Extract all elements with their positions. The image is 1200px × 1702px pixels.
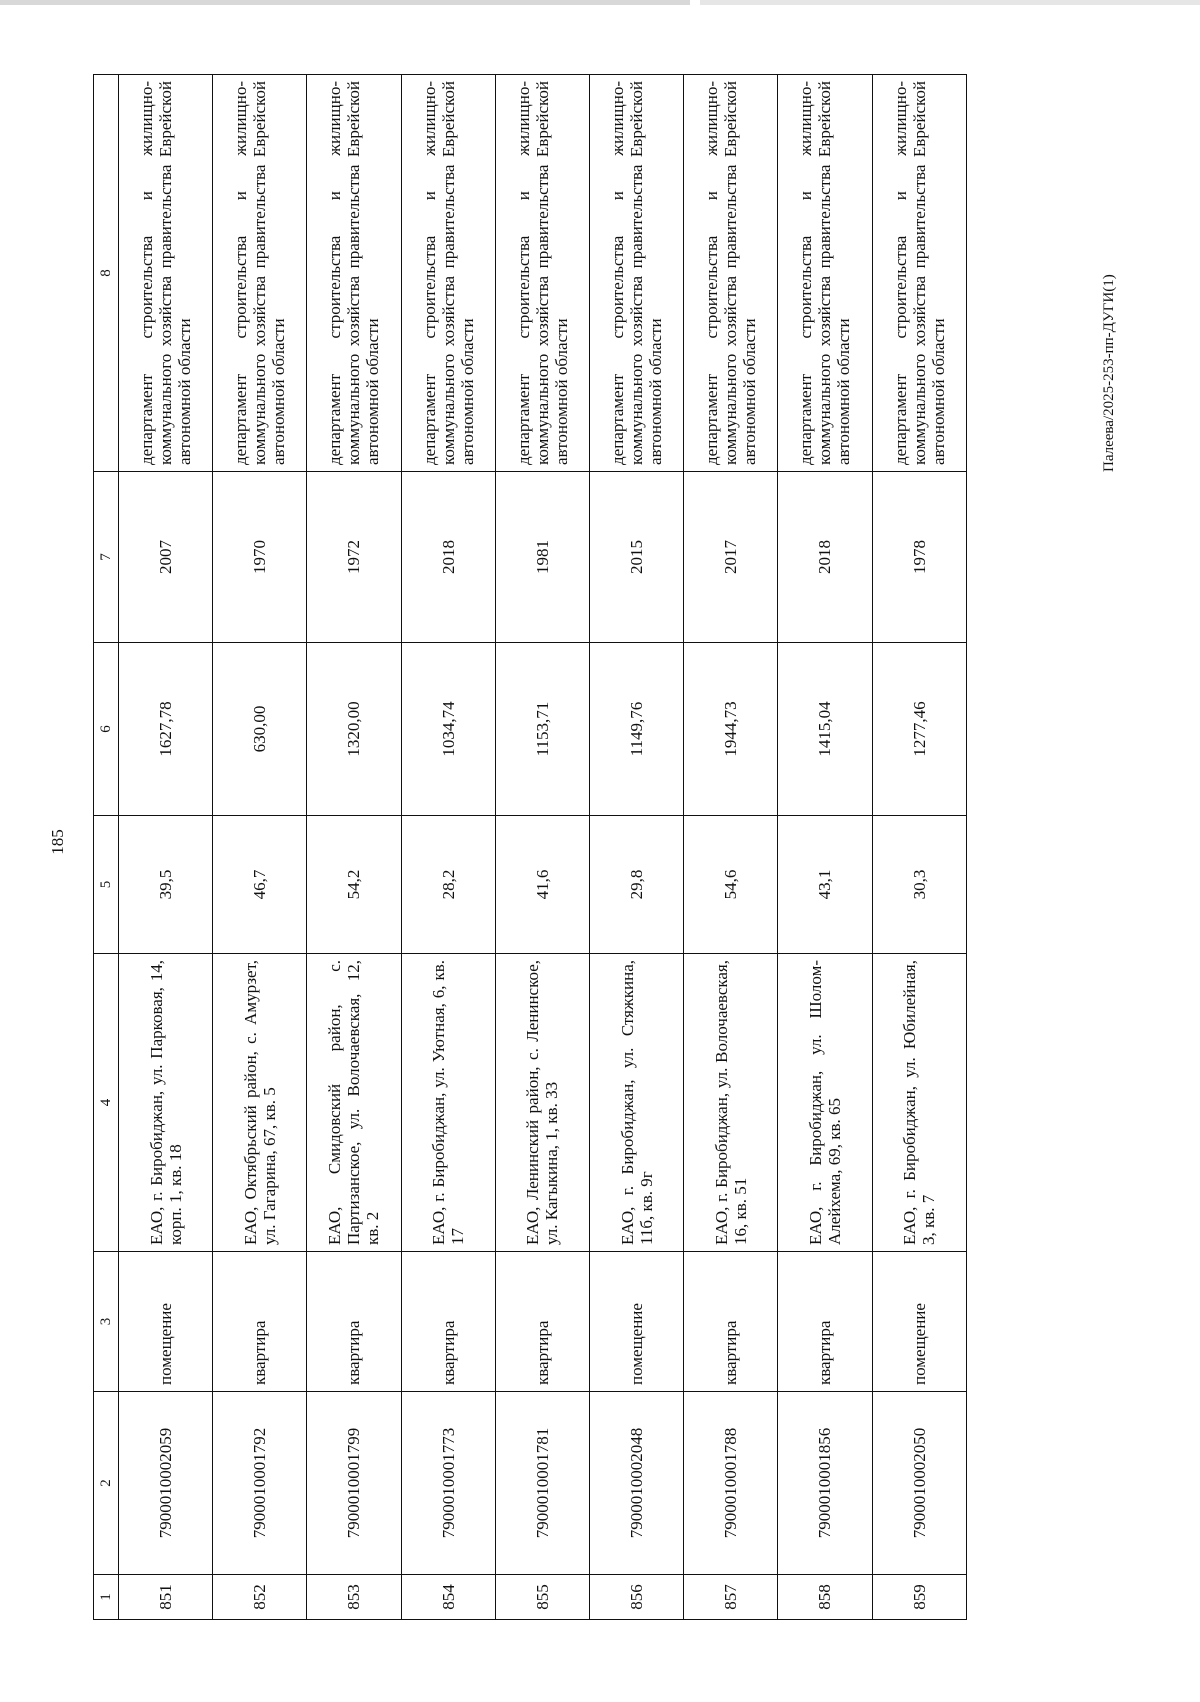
area-value: 39,5 xyxy=(119,816,213,954)
column-number: 4 xyxy=(94,954,119,1252)
area-value: 54,2 xyxy=(307,816,401,954)
property-address: ЕАО, Ленинский район, с. Ленинское, ул. Кагыкина, 1, кв. 33 xyxy=(495,954,589,1252)
year-value: 1978 xyxy=(872,472,966,643)
column-number: 2 xyxy=(94,1392,119,1575)
property-address: ЕАО, Октябрьский район, с. Амурзет, ул. Гагарина, 67, кв. 5 xyxy=(213,954,307,1252)
property-address: ЕАО, г. Биробиджан, ул. Уютная, 6, кв. 17 xyxy=(401,954,495,1252)
rights-holder: департамент строительства и жилищно-коммунального хозяйства правительства Еврейской автономной области xyxy=(495,75,589,472)
rights-holder: департамент строительства и жилищно-коммунального хозяйства правительства Еврейской автономной области xyxy=(119,75,213,472)
column-number: 5 xyxy=(94,816,119,954)
document-reference: Палеева/2025-253-пп-ДУГИ(1) xyxy=(1101,274,1117,472)
property-address: ЕАО, г. Биробиджан, ул. Шолом-Алейхема, 69, кв. 65 xyxy=(778,954,872,1252)
area-value: 41,6 xyxy=(495,816,589,954)
year-value: 2007 xyxy=(119,472,213,643)
area-value: 46,7 xyxy=(213,816,307,954)
cost-value: 1277,46 xyxy=(872,643,966,816)
rights-holder: департамент строительства и жилищно-коммунального хозяйства правительства Еврейской автономной области xyxy=(307,75,401,472)
area-value: 54,6 xyxy=(684,816,778,954)
column-number: 1 xyxy=(94,1575,119,1620)
table-row xyxy=(684,75,778,1620)
table-row xyxy=(119,75,213,1620)
area-value: 30,3 xyxy=(872,816,966,954)
year-value: 1972 xyxy=(307,472,401,643)
cadastral-number: 7900010001856 xyxy=(778,1392,872,1575)
cadastral-number: 7900010002050 xyxy=(872,1392,966,1575)
area-value: 29,8 xyxy=(589,816,683,954)
table-row xyxy=(495,75,589,1620)
property-type: помещение xyxy=(589,1252,683,1392)
cost-value: 1320,00 xyxy=(307,643,401,816)
cost-value: 1415,04 xyxy=(778,643,872,816)
cost-value: 1627,78 xyxy=(119,643,213,816)
row-number: 858 xyxy=(778,1575,872,1620)
property-type: квартира xyxy=(778,1252,872,1392)
table-row xyxy=(401,75,495,1620)
area-value: 28,2 xyxy=(401,816,495,954)
year-value: 1981 xyxy=(495,472,589,643)
property-address: ЕАО, г. Биробиджан, ул. Стяжкина, 11б, кв. 9г xyxy=(589,954,683,1252)
rights-holder: департамент строительства и жилищно-коммунального хозяйства правительства Еврейской автономной области xyxy=(778,75,872,472)
cost-value: 630,00 xyxy=(213,643,307,816)
cost-value: 1944,73 xyxy=(684,643,778,816)
row-number: 853 xyxy=(307,1575,401,1620)
property-type: помещение xyxy=(119,1252,213,1392)
property-type: квартира xyxy=(401,1252,495,1392)
column-number: 7 xyxy=(94,472,119,643)
rights-holder: департамент строительства и жилищно-коммунального хозяйства правительства Еврейской автономной области xyxy=(589,75,683,472)
property-address: ЕАО, г. Биробиджан, ул. Волочаевская, 16, кв. 51 xyxy=(684,954,778,1252)
property-type: квартира xyxy=(495,1252,589,1392)
table-row xyxy=(307,75,401,1620)
cadastral-number: 7900010001799 xyxy=(307,1392,401,1575)
property-registry-table xyxy=(93,74,967,1620)
row-number: 851 xyxy=(119,1575,213,1620)
row-number: 854 xyxy=(401,1575,495,1620)
property-address: ЕАО, Смидовский район, с. Партизанское, ул. Волочаевская, 12, кв. 2 xyxy=(307,954,401,1252)
row-number: 855 xyxy=(495,1575,589,1620)
property-type: квартира xyxy=(213,1252,307,1392)
column-number: 8 xyxy=(94,75,119,472)
page-number: 185 xyxy=(48,829,67,855)
table-row xyxy=(872,75,966,1620)
year-value: 2017 xyxy=(684,472,778,643)
area-value: 43,1 xyxy=(778,816,872,954)
property-type: помещение xyxy=(872,1252,966,1392)
rights-holder: департамент строительства и жилищно-коммунального хозяйства правительства Еврейской автономной области xyxy=(401,75,495,472)
table-row xyxy=(778,75,872,1620)
year-value: 1970 xyxy=(213,472,307,643)
column-number: 3 xyxy=(94,1252,119,1392)
cost-value: 1153,71 xyxy=(495,643,589,816)
rights-holder: департамент строительства и жилищно-коммунального хозяйства правительства Еврейской автономной области xyxy=(213,75,307,472)
cadastral-number: 7900010001788 xyxy=(684,1392,778,1575)
row-number: 852 xyxy=(213,1575,307,1620)
rights-holder: департамент строительства и жилищно-коммунального хозяйства правительства Еврейской автономной области xyxy=(872,75,966,472)
cadastral-number: 7900010001792 xyxy=(213,1392,307,1575)
column-number: 6 xyxy=(94,643,119,816)
column-number-row xyxy=(94,75,119,1620)
property-address: ЕАО, г. Биробиджан, ул. Парковая, 14, корп. 1, кв. 18 xyxy=(119,954,213,1252)
property-type: квартира xyxy=(684,1252,778,1392)
row-number: 857 xyxy=(684,1575,778,1620)
table-row xyxy=(589,75,683,1620)
cadastral-number: 7900010002059 xyxy=(119,1392,213,1575)
rights-holder: департамент строительства и жилищно-коммунального хозяйства правительства Еврейской автономной области xyxy=(684,75,778,472)
cost-value: 1149,76 xyxy=(589,643,683,816)
year-value: 2018 xyxy=(401,472,495,643)
cost-value: 1034,74 xyxy=(401,643,495,816)
row-number: 859 xyxy=(872,1575,966,1620)
year-value: 2015 xyxy=(589,472,683,643)
table-row xyxy=(213,75,307,1620)
year-value: 2018 xyxy=(778,472,872,643)
property-type: квартира xyxy=(307,1252,401,1392)
cadastral-number: 7900010002048 xyxy=(589,1392,683,1575)
row-number: 856 xyxy=(589,1575,683,1620)
cadastral-number: 7900010001773 xyxy=(401,1392,495,1575)
cadastral-number: 7900010001781 xyxy=(495,1392,589,1575)
property-address: ЕАО, г. Биробиджан, ул. Юбилейная, 3, кв. 7 xyxy=(872,954,966,1252)
